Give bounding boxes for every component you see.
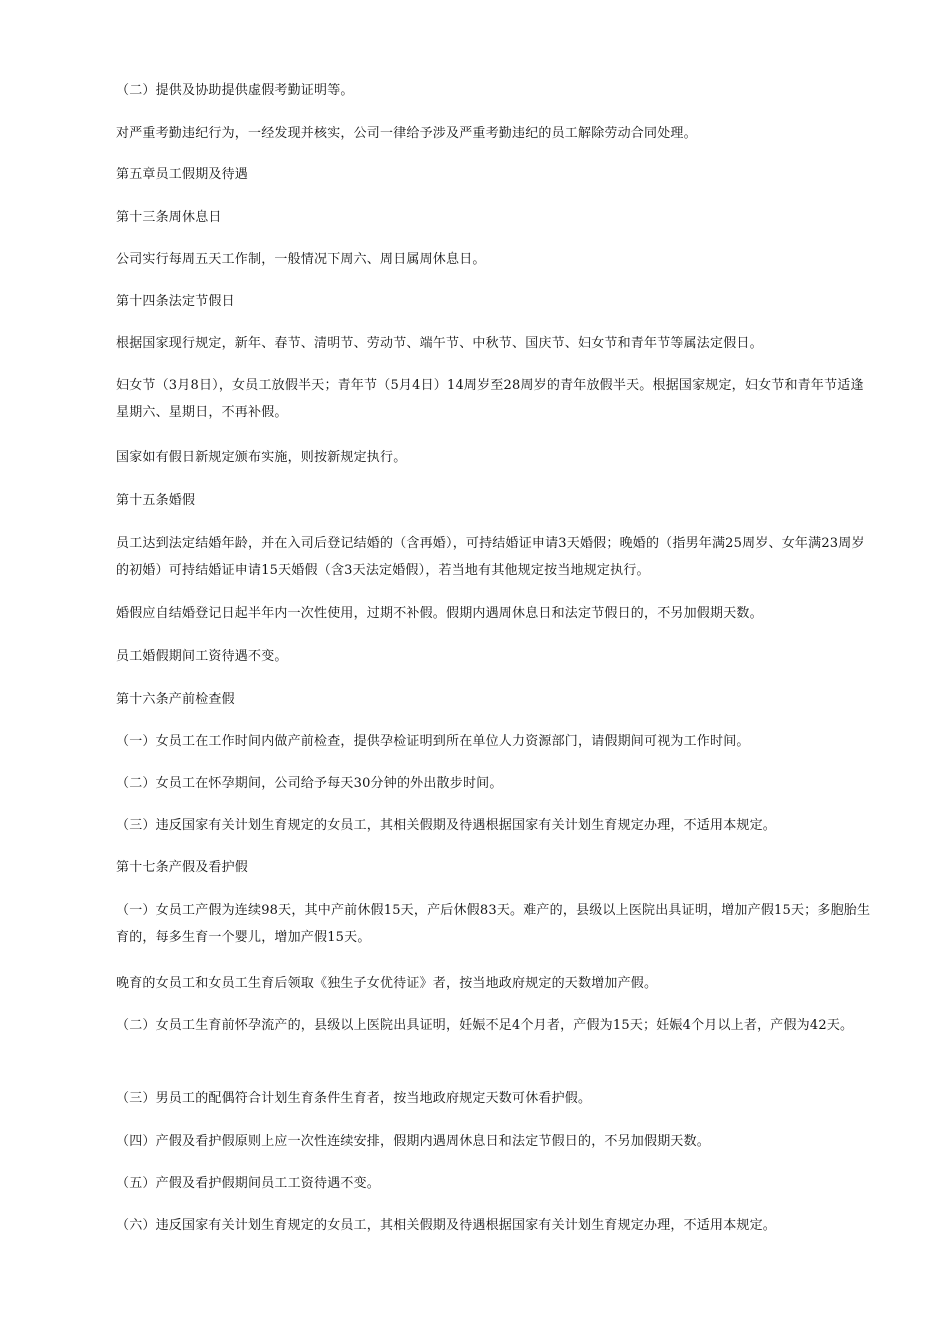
paragraph: 国家如有假日新规定颁布实施，则按新规定执行。 [116, 450, 407, 465]
paragraph: （二）女员工在怀孕期间，公司给予每天30分钟的外出散步时间。 [116, 776, 503, 791]
paragraph: （二）女员工生育前怀孕流产的，县级以上医院出具证明，妊娠不足4个月者，产假为15天；妊娠4个月以上者，产假为42天。 [116, 1018, 854, 1033]
paragraph: （三）违反国家有关计划生育规定的女员工，其相关假期及待遇根据国家有关计划生育规定办理，不适用本规定。 [116, 818, 777, 833]
paragraph: 员工达到法定结婚年龄，并在入司后登记结婚的（含再婚），可持结婚证申请3天婚假；晚婚的（指男年满25周岁、女年满23周岁的初婚）可持结婚证申请15天婚假（含3天法定婚假），若当地有其他规定按当地规定执行。 [116, 536, 865, 578]
article-heading: 第十四条法定节假日 [116, 294, 235, 309]
paragraph: 根据国家现行规定，新年、春节、清明节、劳动节、端午节、中秋节、国庆节、妇女节和青年节等属法定假日。 [116, 336, 763, 351]
paragraph: 婚假应自结婚登记日起半年内一次性使用，过期不补假。假期内遇周休息日和法定节假日的，不另加假期天数。 [116, 606, 763, 621]
section-heading: 第五章员工假期及待遇 [116, 167, 249, 182]
paragraph: （三）男员工的配偶符合计划生育条件生育者，按当地政府规定天数可休看护假。 [116, 1091, 592, 1106]
paragraph: 妇女节（3月8日），女员工放假半天；青年节（5月4日）14周岁至28周岁的青年放假半天。根据国家规定，妇女节和青年节适逢星期六、星期日，不再补假。 [116, 378, 864, 420]
paragraph: 公司实行每周五天工作制，一般情况下周六、周日属周休息日。 [116, 252, 486, 267]
paragraph: 对严重考勤违纪行为，一经发现并核实，公司一律给予涉及严重考勤违纪的员工解除劳动合同处理。 [116, 126, 697, 141]
paragraph: （一）女员工在工作时间内做产前检查，提供孕检证明到所在单位人力资源部门，请假期间可视为工作时间。 [116, 734, 750, 749]
article-heading: 第十六条产前检查假 [116, 692, 235, 707]
article-heading: 第十五条婚假 [116, 493, 196, 508]
paragraph: （六）违反国家有关计划生育规定的女员工，其相关假期及待遇根据国家有关计划生育规定办理，不适用本规定。 [116, 1218, 777, 1233]
paragraph: （五）产假及看护假期间员工工资待遇不变。 [116, 1176, 381, 1191]
paragraph: （四）产假及看护假原则上应一次性连续安排，假期内遇周休息日和法定节假日的，不另加假期天数。 [116, 1134, 711, 1149]
paragraph: （二）提供及协助提供虚假考勤证明等。 [116, 83, 354, 98]
article-heading: 第十七条产假及看护假 [116, 860, 249, 875]
paragraph: （一）女员工产假为连续98天，其中产前休假15天，产后休假83天。难产的，县级以上医院出具证明，增加产假15天；多胞胎生育的，每多生育一个婴儿，增加产假15天。 [116, 903, 871, 945]
paragraph: 晚育的女员工和女员工生育后领取《独生子女优待证》者，按当地政府规定的天数增加产假。 [116, 976, 658, 991]
paragraph: 员工婚假期间工资待遇不变。 [116, 649, 288, 664]
article-heading: 第十三条周休息日 [116, 210, 222, 225]
